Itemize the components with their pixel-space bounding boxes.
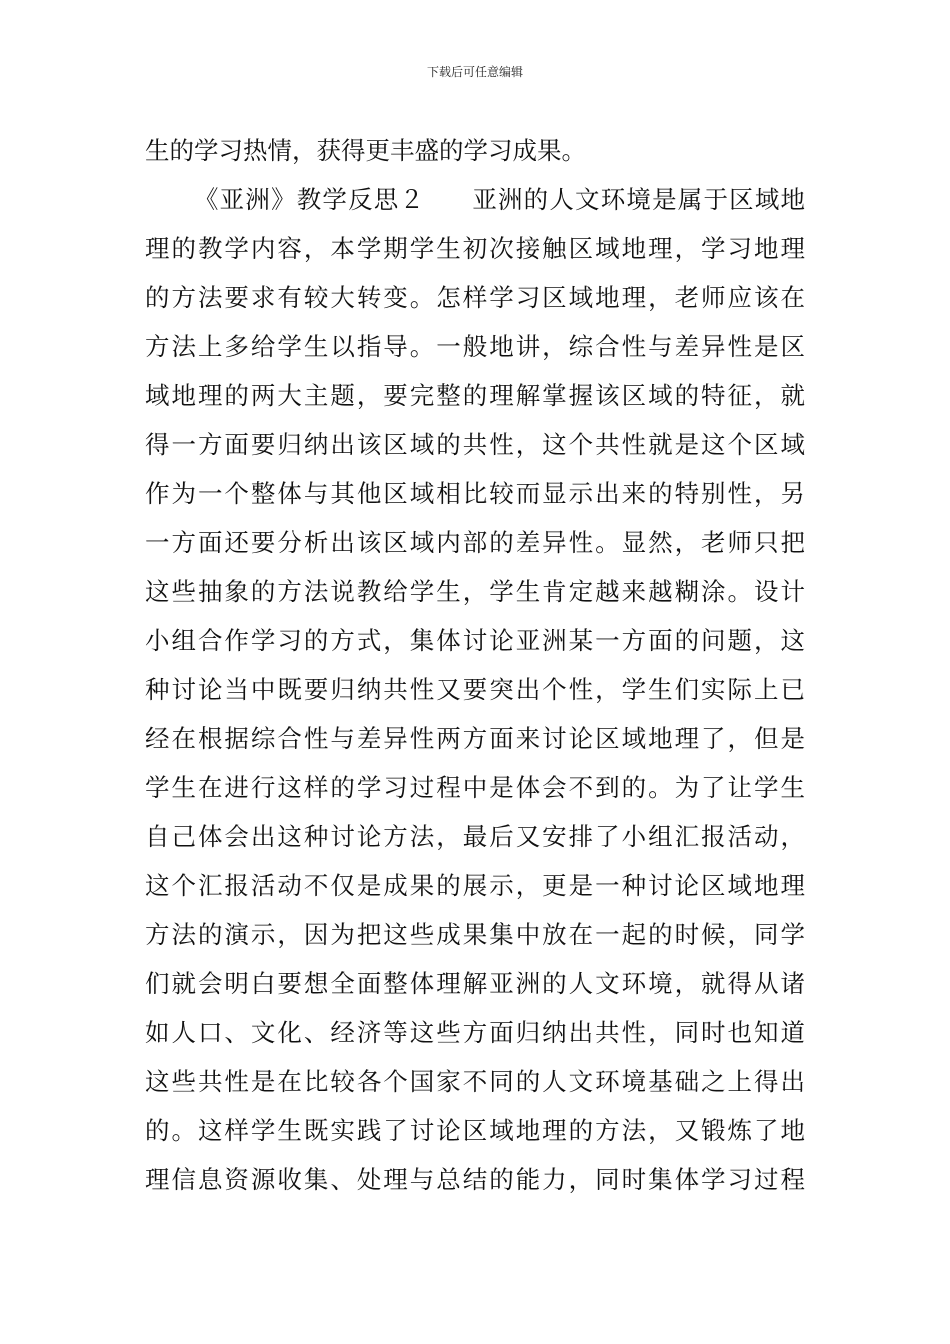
body-line: 得一方面要归纳出该区域的共性，这个共性就是这个区域 (145, 430, 805, 459)
body-line: 理信息资源收集、处理与总结的能力，同时集体学习过程 (145, 1165, 805, 1194)
body-line: 方法的演示，因为把这些成果集中放在一起的时候，同学 (145, 920, 805, 949)
title-line-rest: 亚洲的人文环境是属于区域地 (471, 185, 805, 214)
body-line: 域地理的两大主题，要完整的理解掌握该区域的特征，就 (145, 381, 805, 410)
body-line: 这些共性是在比较各个国家不同的人文环境基础之上得出 (145, 1067, 805, 1096)
document-body (145, 126, 805, 1204)
first-line: 生的学习热情，获得更丰盛的学习成果。 (145, 136, 586, 165)
body-line: 的。这样学生既实践了讨论区域地理的方法，又锻炼了地 (145, 1116, 805, 1145)
body-line: 种讨论当中既要归纳共性又要突出个性，学生们实际上已 (145, 675, 805, 704)
body-line: 经在根据综合性与差异性两方面来讨论区域地理了，但是 (145, 724, 805, 753)
body-line: 这些抽象的方法说教给学生，学生肯定越来越糊涂。设计 (145, 577, 805, 606)
body-line: 学生在进行这样的学习过程中是体会不到的。为了让学生 (145, 773, 805, 802)
body-line: 作为一个整体与其他区域相比较而显示出来的特别性，另 (145, 479, 805, 508)
body-line: 小组合作学习的方式，集体讨论亚洲某一方面的问题，这 (145, 626, 805, 655)
body-line: 们就会明白要想全面整体理解亚洲的人文环境，就得从诸 (145, 969, 805, 998)
body-line: 理的教学内容，本学期学生初次接触区域地理，学习地理 (145, 234, 805, 263)
body-line: 一方面还要分析出该区域内部的差异性。显然，老师只把 (145, 528, 805, 557)
section-title: 《亚洲》教学反思２ (194, 185, 426, 214)
page-header: 下载后可任意编辑 (426, 65, 523, 79)
body-line: 如人口、文化、经济等这些方面归纳出共性，同时也知道 (145, 1018, 805, 1047)
body-line: 的方法要求有较大转变。怎样学习区域地理，老师应该在 (145, 283, 805, 312)
body-line: 这个汇报活动不仅是成果的展示，更是一种讨论区域地理 (145, 871, 805, 900)
body-line: 自己体会出这种讨论方法，最后又安排了小组汇报活动， (145, 822, 805, 851)
section-title-line (145, 175, 805, 224)
body-line: 方法上多给学生以指导。一般地讲，综合性与差异性是区 (145, 332, 805, 361)
